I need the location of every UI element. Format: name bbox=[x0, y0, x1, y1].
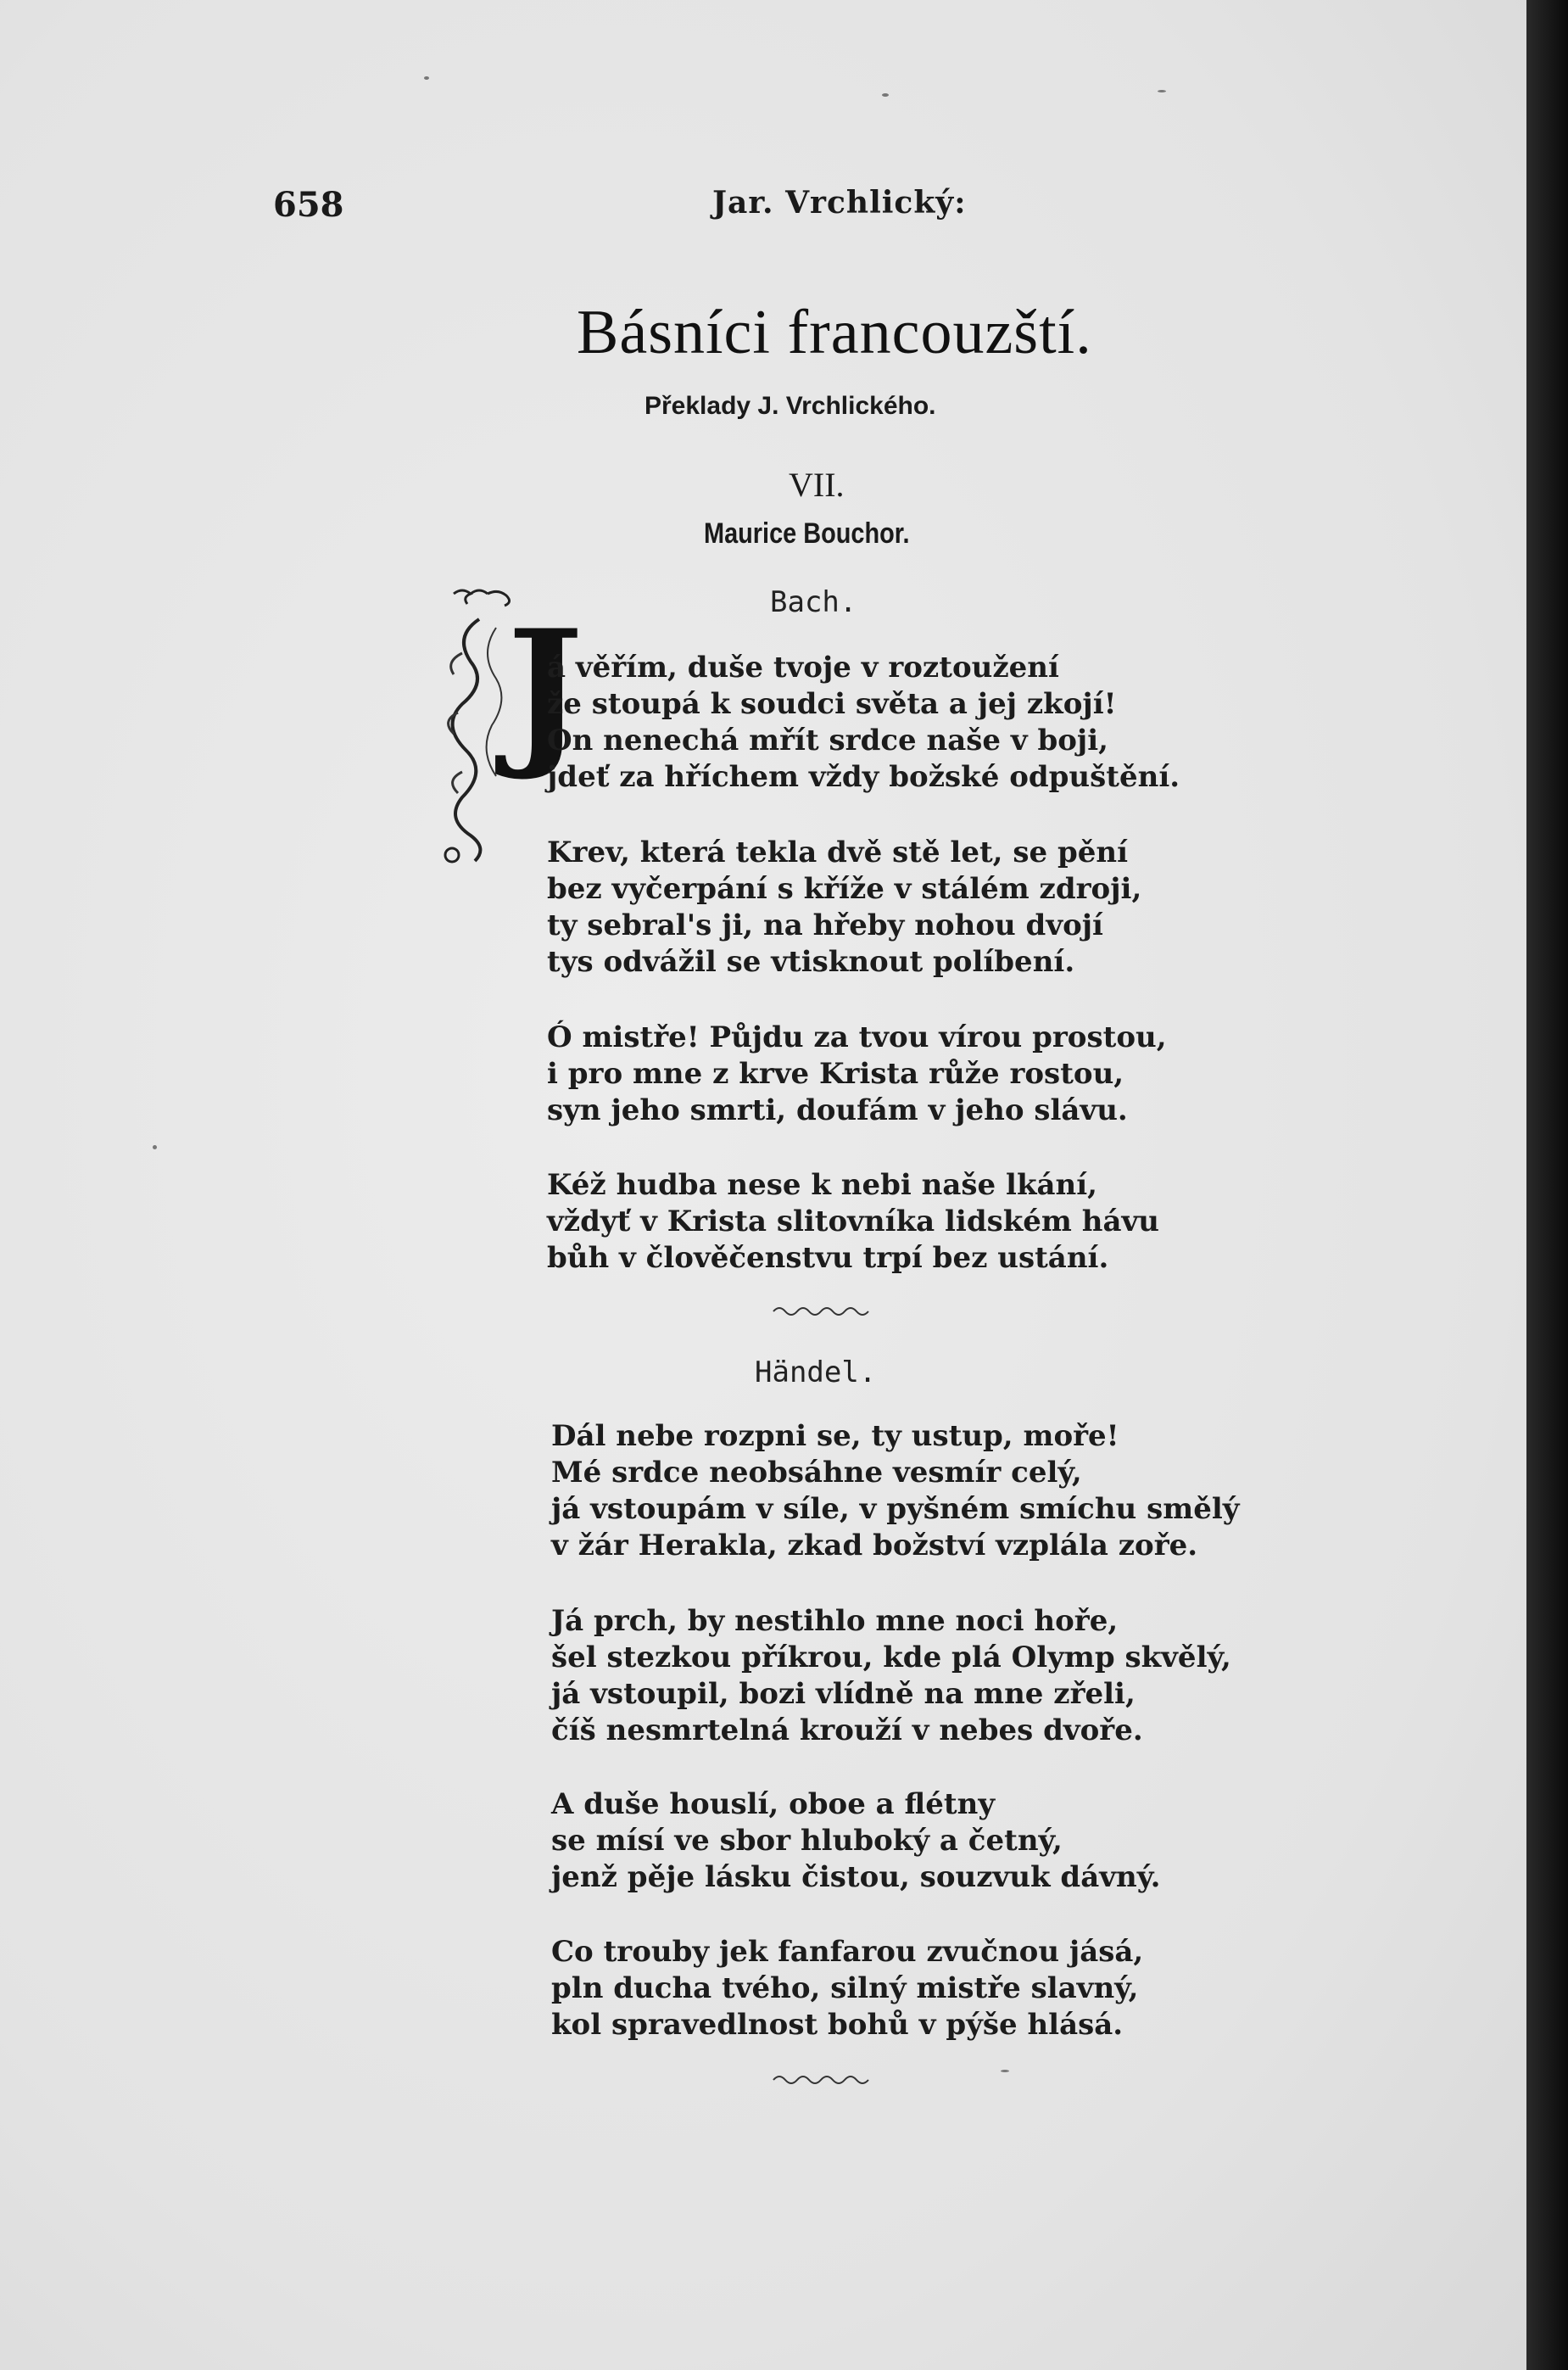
verse-line: á věřím, duše tvoje v roztoužení bbox=[547, 651, 1059, 685]
verse-line: jenž pěje lásku čistou, souzvuk dávný. bbox=[551, 1860, 1161, 1894]
stanza bbox=[547, 1167, 1159, 1277]
book-gutter-shadow bbox=[1526, 0, 1568, 2370]
verse-line: syn jeho smrti, doufám v jeho slávu. bbox=[547, 1093, 1128, 1127]
stanza bbox=[547, 1020, 1167, 1129]
verse-line: Kéž hudba nese k nebi naše lkání, bbox=[547, 1168, 1098, 1202]
wave-divider-icon bbox=[772, 2070, 873, 2090]
paper-speck bbox=[882, 93, 889, 97]
poem-title: Bach. bbox=[770, 585, 857, 619]
stanza bbox=[547, 835, 1141, 981]
verse-line: ty sebral's ji, na hřeby nohou dvojí bbox=[547, 908, 1103, 942]
paper-speck bbox=[153, 1145, 157, 1149]
paper-speck bbox=[1158, 90, 1166, 92]
verse-line: já vstoupil, bozi vlídně na mne zřeli, bbox=[551, 1677, 1136, 1711]
running-head: Jar. Vrchlický: bbox=[712, 185, 967, 221]
verse-line: Dál nebe rozpni se, ty ustup, moře! bbox=[551, 1419, 1119, 1453]
verse-line: jdeť za hříchem vždy božské odpuštění. bbox=[547, 760, 1180, 794]
page-title: Básníci francouzští. bbox=[577, 298, 1092, 367]
wave-divider-icon bbox=[772, 1301, 873, 1322]
verse-line: se mísí ve sbor hluboký a četný, bbox=[551, 1824, 1063, 1858]
verse-line: pln ducha tvého, silný mistře slavný, bbox=[551, 1971, 1139, 2005]
stanza bbox=[551, 1418, 1240, 1564]
poem-title: Händel. bbox=[755, 1355, 877, 1389]
verse-line: v žár Herakla, zkad božství vzplála zoře. bbox=[551, 1529, 1198, 1562]
stanza bbox=[551, 1934, 1143, 2043]
verse-line: vždyť v Krista slitovníka lidském hávu bbox=[547, 1205, 1159, 1238]
page-header bbox=[0, 185, 1526, 227]
stanza bbox=[551, 1786, 1160, 1896]
paper-speck bbox=[424, 76, 429, 80]
stanza bbox=[547, 650, 1180, 796]
verse-line: já vstoupám v síle, v pyšném smíchu smělý bbox=[551, 1492, 1240, 1526]
paper-speck bbox=[1001, 2070, 1009, 2072]
verse-line: i pro mne z krve Krista růže rostou, bbox=[547, 1057, 1124, 1091]
poet-name: Maurice Bouchor. bbox=[704, 517, 910, 550]
verse-line: tys odvážil se vtisknout políbení. bbox=[547, 945, 1075, 979]
verse-line: On nenechá mřít srdce naše v boji, bbox=[547, 724, 1108, 757]
verse-line: Krev, která tekla dvě stě let, se pění bbox=[547, 836, 1128, 869]
verse-line: Já prch, by nestihlo mne noci hoře, bbox=[551, 1604, 1119, 1638]
verse-line: bůh v člověčenstvu trpí bez ustání. bbox=[547, 1241, 1109, 1275]
verse-line: šel stezkou příkrou, kde plá Olymp skvělý, bbox=[551, 1641, 1231, 1674]
verse-line: kol spravedlnost bohů v pýše hlásá. bbox=[551, 2008, 1124, 2042]
stanza bbox=[551, 1603, 1231, 1749]
verse-line: bez vyčerpání s kříže v stálém zdroji, bbox=[547, 872, 1142, 906]
drop-cap: J bbox=[507, 595, 583, 784]
section-number: VII. bbox=[789, 466, 845, 504]
verse-line: A duše houslí, oboe a flétny bbox=[551, 1787, 996, 1821]
verse-line: Ó mistře! Půjdu za tvou vírou prostou, bbox=[547, 1020, 1167, 1054]
verse-line: Co trouby jek fanfarou zvučnou jásá, bbox=[551, 1935, 1144, 1969]
verse-line: Mé srdce neobsáhne vesmír celý, bbox=[551, 1456, 1082, 1490]
verse-line: že stoupá k soudci světa a jej zkojí! bbox=[547, 687, 1117, 721]
verse-line: číš nesmrtelná krouží v nebes dvoře. bbox=[551, 1713, 1143, 1747]
page-number: 658 bbox=[273, 185, 344, 225]
subtitle: Překlady J. Vrchlického. bbox=[644, 392, 936, 420]
